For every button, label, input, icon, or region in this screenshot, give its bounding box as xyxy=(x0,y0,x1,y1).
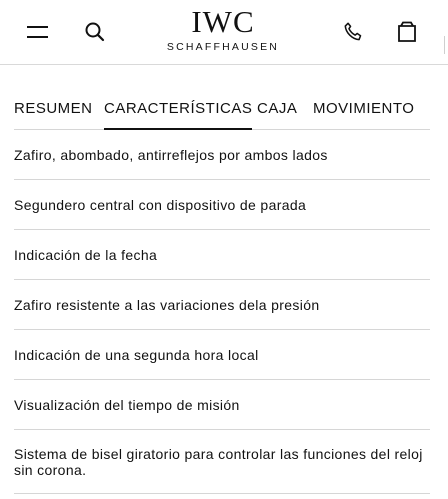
menu-button[interactable] xyxy=(23,17,53,47)
list-item: Zafiro, abombado, antirreflejos por ambos lados xyxy=(14,130,430,180)
product-tabs xyxy=(14,98,430,130)
tab-caracteristicas[interactable]: CARACTERÍSTICAS xyxy=(104,98,252,130)
logo-wordmark: IWC xyxy=(191,4,255,39)
shopping-bag-icon xyxy=(397,21,417,43)
scroll-edge xyxy=(444,36,448,54)
site-header xyxy=(0,0,448,65)
logo-subtitle: SCHAFFHAUSEN xyxy=(166,41,280,53)
tab-caja[interactable]: CAJA xyxy=(257,100,298,117)
shopping-bag-button[interactable] xyxy=(392,17,422,47)
phone-icon xyxy=(342,21,364,43)
list-item: Segundero central con dispositivo de parada xyxy=(14,180,430,230)
hamburger-menu-icon xyxy=(27,24,49,40)
search-button[interactable] xyxy=(80,17,110,47)
iwc-logo[interactable] xyxy=(150,6,296,53)
list-item: Indicación de la fecha xyxy=(14,230,430,280)
list-item: Indicación de una segunda hora local xyxy=(14,330,430,380)
tab-resumen[interactable]: RESUMEN xyxy=(14,100,93,117)
features-list xyxy=(14,130,430,494)
list-item: Sistema de bisel giratorio para controlar las funciones del reloj sin corona. xyxy=(14,430,430,494)
list-item: Zafiro resistente a las variaciones dela presión xyxy=(14,280,430,330)
list-item: Visualización del tiempo de misión xyxy=(14,380,430,430)
search-icon xyxy=(84,21,106,43)
contact-phone-button[interactable] xyxy=(338,17,368,47)
tab-movimiento[interactable]: MOVIMIENTO xyxy=(313,100,415,117)
